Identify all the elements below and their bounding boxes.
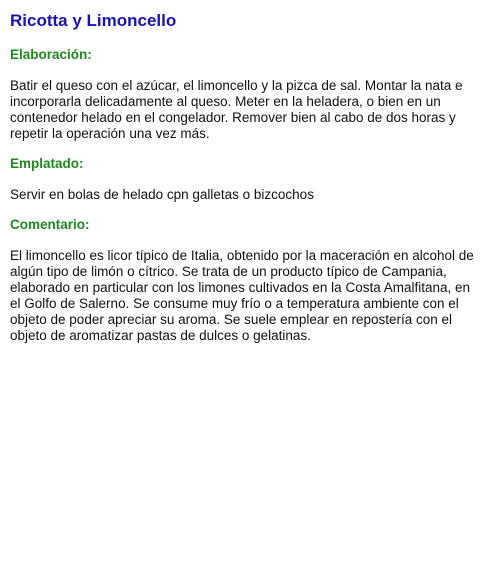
section-text-emplatado: Servir en bolas de helado cpn galletas o bizcochos: [10, 187, 314, 202]
recipe-title: Ricotta y Limoncello: [10, 11, 177, 30]
section-text-elaboracion: Batir el queso con el azúcar, el limoncello y la pizca de sal. Montar la nata e incorporarla delicadamente al queso. Meter en la heladera, o bien en un contenedor helado en el congelador. Remover bien al cabo de dos horas y repetir la operación una vez más.: [10, 78, 463, 141]
section-text-comentario: El limoncello es licor típico de Italia, obtenido por la maceración en alcohol de algún tipo de limón o cítrico. Se trata de un producto típico de Campania, elaborado en particular con los limones cultivados en la Costa Amalfitana, en el Golfo de Salerno. Se consume muy frío o a temperatura ambiente con el objeto de poder apreciar su aroma. Se suele emplear en repostería con el objeto de aromatizar pastas de dulces o gelatinas.: [10, 248, 474, 343]
section-comentario: [10, 216, 479, 344]
section-emplatado: [10, 155, 479, 203]
section-heading-comentario: Comentario:: [10, 217, 90, 232]
section-heading-emplatado: Emplatado:: [10, 156, 84, 171]
section-heading-elaboracion: Elaboración:: [10, 47, 92, 62]
section-elaboracion: [10, 46, 479, 142]
